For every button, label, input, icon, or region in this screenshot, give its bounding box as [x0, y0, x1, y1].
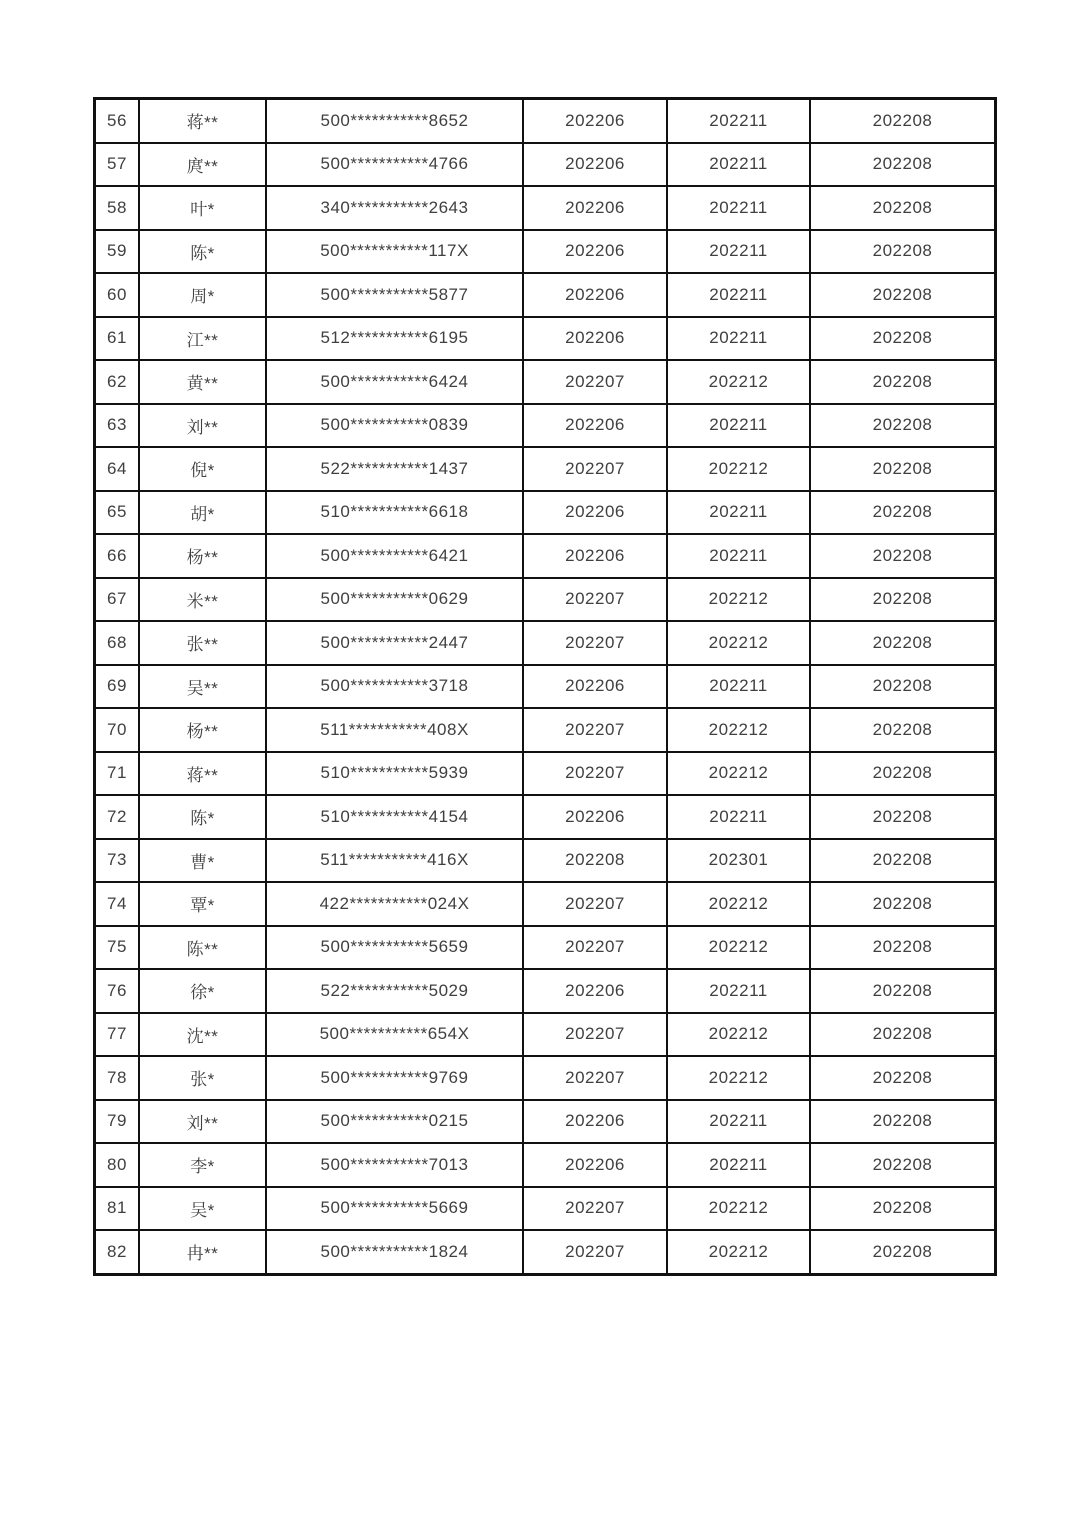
month-cell-3: 202208 [810, 1230, 996, 1274]
month-cell-1: 202207 [523, 1013, 667, 1057]
month-cell-1: 202208 [523, 839, 667, 883]
row-number-cell: 82 [95, 1230, 140, 1274]
table-row [95, 491, 996, 535]
month-cell-3: 202208 [810, 1187, 996, 1231]
table-row [95, 795, 996, 839]
month-cell-2: 202211 [667, 491, 810, 535]
row-number-cell: 79 [95, 1100, 140, 1144]
month-cell-3: 202208 [810, 795, 996, 839]
month-cell-2: 202211 [667, 969, 810, 1013]
name-cell: 杨** [139, 534, 266, 578]
name-cell: 冉** [139, 1230, 266, 1274]
records-table [93, 97, 997, 1276]
id-number-cell: 500***********7013 [266, 1143, 523, 1187]
name-cell: 江** [139, 317, 266, 361]
row-number-cell: 66 [95, 534, 140, 578]
month-cell-2: 202301 [667, 839, 810, 883]
id-number-cell: 500***********0629 [266, 578, 523, 622]
month-cell-2: 202212 [667, 621, 810, 665]
name-cell: 倪* [139, 447, 266, 491]
month-cell-2: 202211 [667, 317, 810, 361]
row-number-cell: 59 [95, 230, 140, 274]
month-cell-1: 202206 [523, 143, 667, 187]
month-cell-1: 202206 [523, 317, 667, 361]
id-number-cell: 510***********5939 [266, 752, 523, 796]
month-cell-2: 202212 [667, 1013, 810, 1057]
row-number-cell: 65 [95, 491, 140, 535]
month-cell-2: 202212 [667, 1230, 810, 1274]
row-number-cell: 76 [95, 969, 140, 1013]
id-number-cell: 500***********2447 [266, 621, 523, 665]
month-cell-1: 202206 [523, 491, 667, 535]
month-cell-2: 202211 [667, 186, 810, 230]
id-number-cell: 340***********2643 [266, 186, 523, 230]
month-cell-3: 202208 [810, 230, 996, 274]
month-cell-3: 202208 [810, 99, 996, 143]
month-cell-3: 202208 [810, 578, 996, 622]
month-cell-3: 202208 [810, 621, 996, 665]
month-cell-2: 202212 [667, 752, 810, 796]
row-number-cell: 78 [95, 1056, 140, 1100]
name-cell: 张** [139, 621, 266, 665]
month-cell-3: 202208 [810, 491, 996, 535]
table-row [95, 752, 996, 796]
month-cell-1: 202207 [523, 1230, 667, 1274]
table-row [95, 926, 996, 970]
month-cell-2: 202212 [667, 1187, 810, 1231]
name-cell: 覃* [139, 882, 266, 926]
name-cell: 陈* [139, 795, 266, 839]
table-row [95, 665, 996, 709]
month-cell-3: 202208 [810, 752, 996, 796]
table-row [95, 1230, 996, 1274]
table-row [95, 534, 996, 578]
table-row [95, 708, 996, 752]
month-cell-1: 202207 [523, 752, 667, 796]
month-cell-2: 202211 [667, 1143, 810, 1187]
row-number-cell: 62 [95, 360, 140, 404]
month-cell-2: 202211 [667, 404, 810, 448]
month-cell-1: 202207 [523, 1187, 667, 1231]
month-cell-2: 202211 [667, 273, 810, 317]
id-number-cell: 510***********4154 [266, 795, 523, 839]
month-cell-3: 202208 [810, 143, 996, 187]
row-number-cell: 71 [95, 752, 140, 796]
month-cell-1: 202206 [523, 273, 667, 317]
month-cell-1: 202206 [523, 404, 667, 448]
month-cell-3: 202208 [810, 534, 996, 578]
month-cell-2: 202212 [667, 882, 810, 926]
month-cell-1: 202207 [523, 578, 667, 622]
table-row [95, 273, 996, 317]
row-number-cell: 57 [95, 143, 140, 187]
id-number-cell: 500***********3718 [266, 665, 523, 709]
table-row [95, 360, 996, 404]
month-cell-2: 202211 [667, 99, 810, 143]
name-cell: 叶* [139, 186, 266, 230]
name-cell: 米** [139, 578, 266, 622]
table-row [95, 1143, 996, 1187]
name-cell: 杨** [139, 708, 266, 752]
name-cell: 胡* [139, 491, 266, 535]
month-cell-3: 202208 [810, 708, 996, 752]
table-row [95, 1056, 996, 1100]
row-number-cell: 64 [95, 447, 140, 491]
month-cell-2: 202211 [667, 665, 810, 709]
table-row [95, 186, 996, 230]
month-cell-3: 202208 [810, 1143, 996, 1187]
month-cell-1: 202206 [523, 99, 667, 143]
month-cell-3: 202208 [810, 404, 996, 448]
month-cell-2: 202211 [667, 230, 810, 274]
name-cell: 庹** [139, 143, 266, 187]
name-cell: 周* [139, 273, 266, 317]
month-cell-2: 202211 [667, 1100, 810, 1144]
month-cell-1: 202207 [523, 447, 667, 491]
table-row [95, 1100, 996, 1144]
month-cell-3: 202208 [810, 926, 996, 970]
table-row [95, 839, 996, 883]
month-cell-1: 202206 [523, 1143, 667, 1187]
name-cell: 吴** [139, 665, 266, 709]
month-cell-1: 202206 [523, 230, 667, 274]
id-number-cell: 511***********416X [266, 839, 523, 883]
month-cell-2: 202212 [667, 360, 810, 404]
records-table-body [95, 99, 996, 1275]
id-number-cell: 422***********024X [266, 882, 523, 926]
month-cell-2: 202211 [667, 534, 810, 578]
name-cell: 黄** [139, 360, 266, 404]
name-cell: 蒋** [139, 752, 266, 796]
table-row [95, 447, 996, 491]
month-cell-3: 202208 [810, 1100, 996, 1144]
month-cell-1: 202206 [523, 665, 667, 709]
table-row [95, 882, 996, 926]
row-number-cell: 63 [95, 404, 140, 448]
table-row [95, 621, 996, 665]
id-number-cell: 500***********654X [266, 1013, 523, 1057]
row-number-cell: 75 [95, 926, 140, 970]
month-cell-1: 202207 [523, 708, 667, 752]
name-cell: 陈** [139, 926, 266, 970]
table-row [95, 969, 996, 1013]
month-cell-1: 202206 [523, 969, 667, 1013]
name-cell: 张* [139, 1056, 266, 1100]
row-number-cell: 60 [95, 273, 140, 317]
id-number-cell: 500***********9769 [266, 1056, 523, 1100]
id-number-cell: 500***********6421 [266, 534, 523, 578]
row-number-cell: 80 [95, 1143, 140, 1187]
row-number-cell: 61 [95, 317, 140, 361]
month-cell-1: 202207 [523, 882, 667, 926]
table-row [95, 230, 996, 274]
table-row [95, 1013, 996, 1057]
month-cell-3: 202208 [810, 665, 996, 709]
name-cell: 陈* [139, 230, 266, 274]
month-cell-3: 202208 [810, 317, 996, 361]
month-cell-1: 202207 [523, 621, 667, 665]
month-cell-3: 202208 [810, 360, 996, 404]
id-number-cell: 500***********4766 [266, 143, 523, 187]
month-cell-1: 202207 [523, 1056, 667, 1100]
row-number-cell: 74 [95, 882, 140, 926]
table-row [95, 1187, 996, 1231]
row-number-cell: 72 [95, 795, 140, 839]
month-cell-2: 202212 [667, 447, 810, 491]
id-number-cell: 500***********5669 [266, 1187, 523, 1231]
id-number-cell: 500***********1824 [266, 1230, 523, 1274]
id-number-cell: 512***********6195 [266, 317, 523, 361]
id-number-cell: 522***********1437 [266, 447, 523, 491]
month-cell-1: 202206 [523, 795, 667, 839]
month-cell-3: 202208 [810, 969, 996, 1013]
month-cell-1: 202207 [523, 360, 667, 404]
row-number-cell: 73 [95, 839, 140, 883]
month-cell-3: 202208 [810, 447, 996, 491]
row-number-cell: 67 [95, 578, 140, 622]
row-number-cell: 81 [95, 1187, 140, 1231]
table-row [95, 317, 996, 361]
month-cell-2: 202212 [667, 1056, 810, 1100]
name-cell: 李* [139, 1143, 266, 1187]
row-number-cell: 68 [95, 621, 140, 665]
id-number-cell: 500***********0839 [266, 404, 523, 448]
name-cell: 沈** [139, 1013, 266, 1057]
table-row [95, 99, 996, 143]
id-number-cell: 500***********5659 [266, 926, 523, 970]
row-number-cell: 56 [95, 99, 140, 143]
month-cell-3: 202208 [810, 882, 996, 926]
month-cell-3: 202208 [810, 839, 996, 883]
id-number-cell: 510***********6618 [266, 491, 523, 535]
name-cell: 刘** [139, 404, 266, 448]
row-number-cell: 58 [95, 186, 140, 230]
id-number-cell: 500***********5877 [266, 273, 523, 317]
month-cell-1: 202207 [523, 926, 667, 970]
table-row [95, 578, 996, 622]
month-cell-2: 202211 [667, 795, 810, 839]
month-cell-3: 202208 [810, 1056, 996, 1100]
month-cell-1: 202206 [523, 534, 667, 578]
row-number-cell: 69 [95, 665, 140, 709]
month-cell-2: 202212 [667, 926, 810, 970]
month-cell-3: 202208 [810, 186, 996, 230]
row-number-cell: 77 [95, 1013, 140, 1057]
name-cell: 曹* [139, 839, 266, 883]
month-cell-2: 202212 [667, 708, 810, 752]
name-cell: 刘** [139, 1100, 266, 1144]
month-cell-3: 202208 [810, 1013, 996, 1057]
id-number-cell: 500***********8652 [266, 99, 523, 143]
table-row [95, 404, 996, 448]
month-cell-3: 202208 [810, 273, 996, 317]
month-cell-1: 202206 [523, 186, 667, 230]
month-cell-2: 202212 [667, 578, 810, 622]
id-number-cell: 500***********6424 [266, 360, 523, 404]
id-number-cell: 500***********0215 [266, 1100, 523, 1144]
id-number-cell: 500***********117X [266, 230, 523, 274]
row-number-cell: 70 [95, 708, 140, 752]
month-cell-1: 202206 [523, 1100, 667, 1144]
name-cell: 吴* [139, 1187, 266, 1231]
month-cell-2: 202211 [667, 143, 810, 187]
id-number-cell: 522***********5029 [266, 969, 523, 1013]
name-cell: 徐* [139, 969, 266, 1013]
id-number-cell: 511***********408X [266, 708, 523, 752]
name-cell: 蒋** [139, 99, 266, 143]
table-row [95, 143, 996, 187]
